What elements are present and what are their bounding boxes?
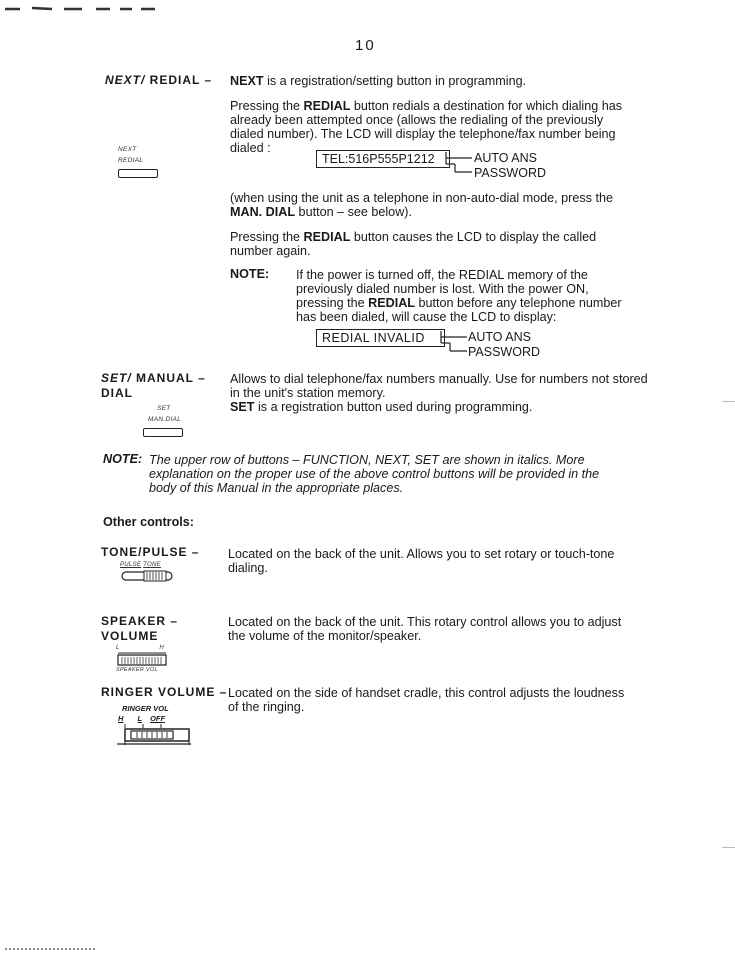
- speaker-volume-label-line2: VOLUME: [101, 629, 159, 643]
- scan-bottom-mark: [5, 948, 95, 952]
- note-label: NOTE:: [230, 267, 270, 281]
- lcd-bracket-icon: [445, 150, 475, 178]
- ringer-h-label: H: [118, 714, 124, 723]
- note2-text: The upper row of buttons – FUNCTION, NEXT, SET are shown in italics. More explanation on the proper use of the above control buttons will be provided in the body of this Manual in the appropriate places.: [149, 453, 600, 495]
- redial-button-icon: [118, 169, 158, 178]
- set-manual-label-line2: DIAL: [101, 386, 133, 400]
- redial-icon-label: REDIAL: [118, 157, 144, 164]
- lcd-display-number: TEL:516P555P1212: [316, 150, 450, 168]
- ringer-off-label: OFF: [150, 714, 166, 723]
- ringer-volume-description: Located on the side of handset cradle, this control adjusts the loudness of the ringing.: [228, 686, 625, 714]
- set-button-icon: [143, 428, 183, 437]
- man-dial-note: (when using the unit as a telephone in non-auto-dial mode, press the MAN. DIAL button – see below).: [230, 191, 613, 219]
- pulse-icon-label: PULSE: [120, 562, 142, 568]
- mandial-icon-label: MAN.DIAL: [148, 416, 182, 423]
- ringer-l-label: L: [137, 714, 142, 723]
- scan-edge-mark: [722, 847, 735, 848]
- speaker-l-label: L: [116, 645, 120, 651]
- tone-pulse-description: Located on the back of the unit. Allows you to set rotary or touch-tone dialing.: [228, 547, 615, 575]
- next-redial-button-figure: [118, 146, 178, 178]
- next-label: NEXT/: [105, 73, 146, 87]
- next-redial-label: [105, 73, 212, 87]
- speaker-volume-dial-figure: [116, 645, 196, 673]
- note2-label: NOTE:: [103, 452, 143, 466]
- tone-pulse-label: TONE/PULSE –: [101, 545, 200, 559]
- lcd2-tag-auto-ans: AUTO ANS: [468, 330, 531, 344]
- set-icon-label: SET: [157, 405, 171, 412]
- scan-marks: [0, 0, 170, 14]
- redial-display-again: Pressing the REDIAL button causes the LCD to display the called number again.: [230, 230, 597, 258]
- rotary-dial-icon: [116, 651, 170, 667]
- speaker-volume-label: SPEAKER –: [101, 614, 179, 628]
- lcd-tag-password: PASSWORD: [474, 166, 546, 180]
- slide-switch-icon: [120, 569, 180, 583]
- set-manual-label: SET/ MANUAL –: [101, 371, 206, 385]
- ringer-vol-title: RINGER VOL: [122, 704, 169, 713]
- ringer-volume-switch-figure: [115, 704, 205, 747]
- lcd-tag-auto-ans: AUTO ANS: [474, 151, 537, 165]
- lcd-display-redial-invalid: REDIAL INVALID: [316, 329, 445, 347]
- set-manual-description: Allows to dial telephone/fax numbers manually. Use for numbers not stored in the unit's station memory. SET is a registration button used during programming.: [230, 372, 648, 414]
- next-icon-label: NEXT: [118, 146, 137, 153]
- set-mandial-button-figure: [143, 405, 203, 437]
- next-description: NEXT is a registration/setting button in programming.: [230, 74, 527, 88]
- redial-label: REDIAL –: [145, 73, 213, 87]
- speaker-h-label: H: [159, 645, 164, 651]
- ringer-volume-label: RINGER VOLUME –: [101, 685, 228, 699]
- speaker-vol-caption: SPEAKER VOL: [116, 667, 158, 673]
- lcd-bracket-icon-2: [440, 329, 470, 357]
- lcd2-tag-password: PASSWORD: [468, 345, 540, 359]
- tone-pulse-switch-figure: [120, 562, 180, 583]
- speaker-volume-description: Located on the back of the unit. This rotary control allows you to adjust the volume of the monitor/speaker.: [228, 615, 622, 643]
- ringer-slide-switch-icon: [115, 723, 197, 747]
- tone-icon-label: TONE: [143, 562, 161, 568]
- redial-description: Pressing the REDIAL button redials a destination for which dialing has already been attempted once (allows the redialing of the previously dialed number). The LCD will display the telephone/fax number being dialed :: [230, 99, 623, 155]
- scan-edge-mark: [722, 401, 735, 402]
- other-controls-heading: Other controls:: [103, 515, 194, 529]
- note-text: If the power is turned off, the REDIAL memory of the previously dialed number is lost. With the power ON, pressing the REDIAL button before any telephone number has been dialed, will cause the LCD to display:: [296, 268, 622, 324]
- page-number: 10: [355, 37, 376, 54]
